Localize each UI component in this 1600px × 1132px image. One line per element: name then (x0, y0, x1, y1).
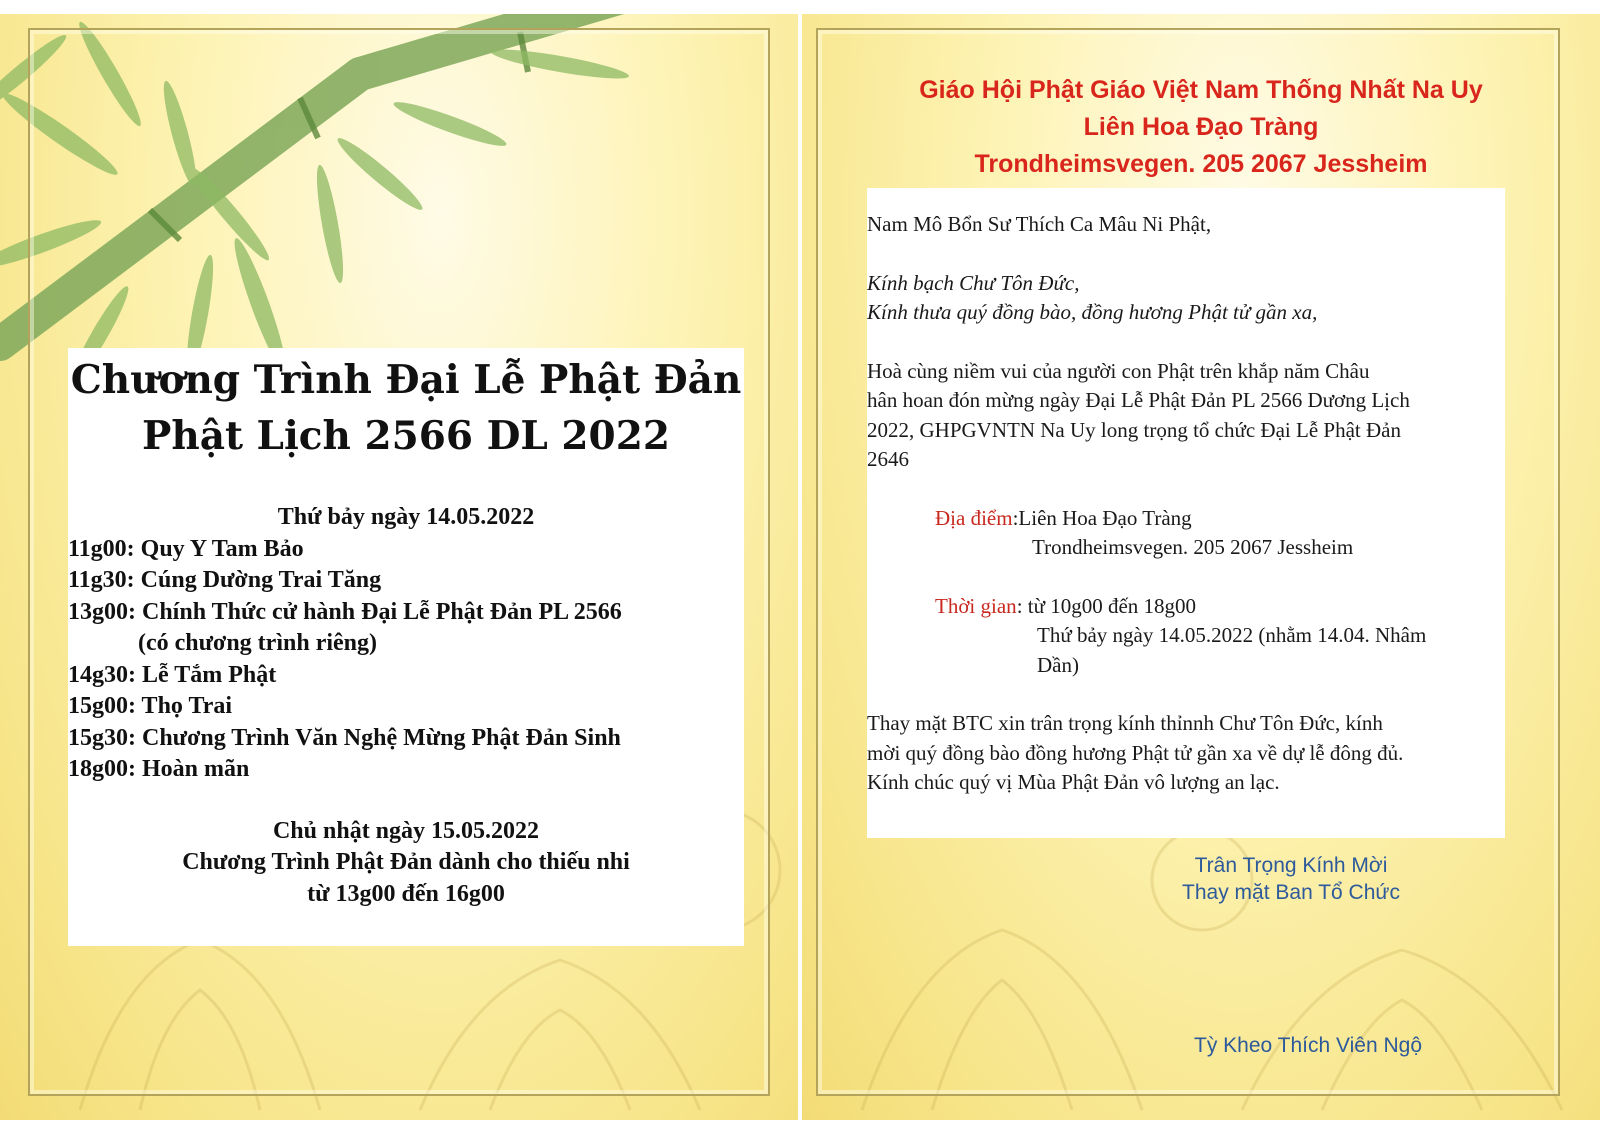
schedule-item: 14g30: Lễ Tắm Phật (68, 661, 277, 688)
program-title-line2: Phật Lịch 2566 DL 2022 (142, 413, 670, 459)
location-address: Trondheimsvegen. 205 2067 Jessheim (1032, 535, 1354, 559)
temple-name: Liên Hoa Đạo Tràng (1083, 113, 1319, 141)
time-row (867, 592, 1505, 622)
schedule-item: 15g30: Chương Trình Văn Nghệ Mừng Phật Đản Sinh (68, 724, 621, 751)
location-label: Địa điểm (935, 505, 1013, 530)
temple-address: Trondheimsvegen. 205 2067 Jessheim (974, 150, 1428, 178)
closing-line: mời quý đồng bào đồng hương Phật tử gần xa về dự lễ đông đủ. (867, 740, 1404, 765)
respectful-invitation: Trân Trọng Kính Mời (1194, 854, 1388, 877)
day1-heading: Thứ bảy ngày 14.05.2022 (277, 504, 535, 530)
schedule-item: 15g00: Thọ Trai (68, 693, 233, 719)
schedule-item: 11g30: Cúng Dường Trai Tăng (68, 567, 382, 593)
time-value: : từ 10g00 đến 18g00 (1016, 593, 1197, 618)
announcement-line: hân hoan đón mừng ngày Đại Lễ Phật Đản PL 2566 Dương Lịch (867, 388, 1410, 412)
day2-time: từ 13g00 đến 16g00 (307, 880, 505, 907)
announcement-line: 2022, GHPGVNTN Na Uy long trọng tổ chức Đại Lễ Phật Đản (867, 417, 1401, 442)
organization-header (802, 72, 1600, 183)
signer-name: Tỳ Kheo Thích Viên Ngộ (1194, 1034, 1423, 1057)
signature-block (1146, 852, 1436, 906)
greeting: Nam Mô Bổn Sư Thích Ca Mâu Ni Phật, (867, 212, 1212, 236)
schedule-item: 11g00: Quy Y Tam Bảo (68, 535, 304, 562)
program-panel (0, 14, 798, 1120)
day2-program: Chương Trình Phật Đản dành cho thiếu nhi (182, 849, 630, 875)
time-label: Thời gian (935, 593, 1017, 618)
schedule-item: 18g00: Hoàn mãn (68, 756, 250, 782)
schedule-item-note: (có chương trình riêng) (138, 630, 378, 656)
location-row: Địa điểm:Liên Hoa Đạo Tràng (935, 505, 1192, 530)
time-date-cont: Dần) (1037, 652, 1079, 677)
day2-heading: Chủ nhật ngày 15.05.2022 (272, 817, 540, 844)
schedule-item: 13g00: Chính Thức cử hành Đại Lễ Phật Đản PL 2566 (68, 598, 622, 625)
announcement-line: 2646 (867, 447, 909, 471)
time-date: Thứ bảy ngày 14.05.2022 (nhằm 14.04. Nhâm (1037, 623, 1427, 647)
on-behalf-organizers: Thay mặt Ban Tổ Chức (1182, 881, 1400, 904)
location-value: Liên Hoa Đạo Tràng (1018, 505, 1192, 530)
program-title-line1: Chương Trình Đại Lễ Phật Đản (70, 357, 742, 403)
closing-line: Thay mặt BTC xin trân trọng kính thỉnnh Chư Tôn Đức, kính (867, 711, 1383, 735)
salutation-monks: Kính bạch Chư Tôn Đức, (867, 270, 1080, 295)
invitation-panel (802, 14, 1600, 1120)
salutation-community: Kính thưa quý đồng bào, đồng hương Phật tử gần xa, (867, 300, 1318, 324)
announcement-line: Hoà cùng niềm vui của người con Phật trên khắp năm Châu (867, 358, 1370, 383)
program-card (68, 348, 744, 946)
invitation-letter (867, 188, 1505, 838)
closing-line: Kính chúc quý vị Mùa Phật Đản vô lượng an lạc. (867, 770, 1280, 794)
organization-name: Giáo Hội Phật Giáo Việt Nam Thống Nhất Na Uy (919, 76, 1483, 104)
